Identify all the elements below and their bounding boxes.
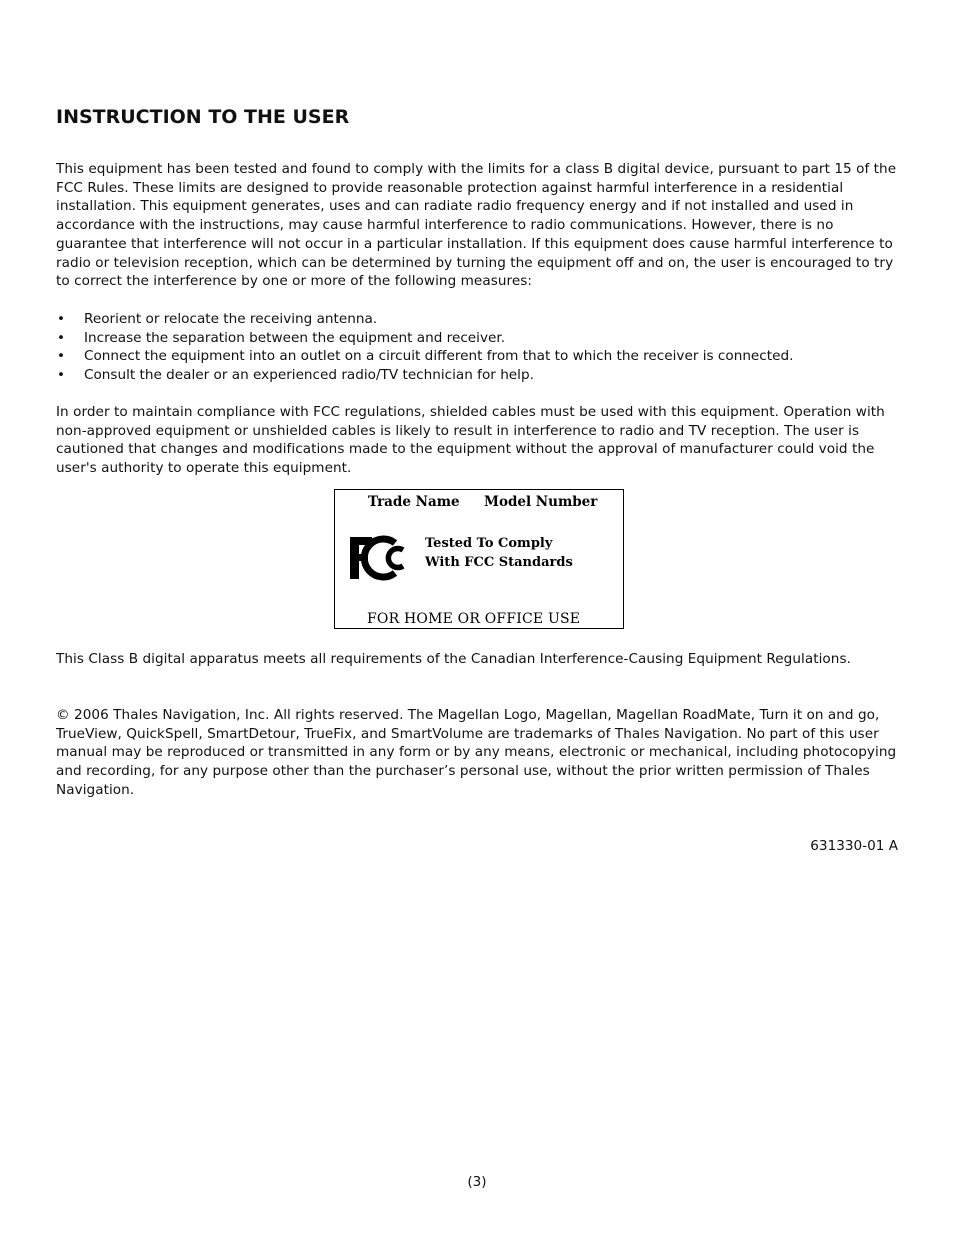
list-item [56,366,898,385]
fcc-compliance-label [334,489,624,629]
bullet-icon: • [57,311,66,327]
document-number: 631330-01 A [810,838,898,854]
fcc-logo-icon [349,535,413,581]
canadian-regulations-paragraph: This Class B digital apparatus meets all requirements of the Canadian Interference-Causing Equipment Regulations. [56,651,851,667]
measure-text: Increase the separation between the equipment and receiver. [84,329,506,346]
list-item [56,310,898,329]
measure-text: Reorient or relocate the receiving antenna. [84,311,378,327]
fcc-compliance-paragraph: This equipment has been tested and found to comply with the limits for a class B digital device, pursuant to part 15 of the FCC Rules. These limits are designed to provide reasonable protection against harmful interference in a residential installation. This equipment generates, uses and can radiate radio frequency energy and if not installed and used in accordance with the instructions, may cause harmful interference to radio communications. However, there is no guarantee that interference will not occur in a particular installation. If this equipment does cause harmful interference to radio or television reception, which can be determined by turning the equipment off and on, the user is encouraged to try to correct the interference by one or more of the following measures: [56,161,897,290]
home-office-use-label: FOR HOME OR OFFICE USE [367,611,581,627]
interference-measures-list [56,310,898,385]
shielded-cables-paragraph: In order to maintain compliance with FCC regulations, shielded cables must be used with this equipment. Operation with non-approved equipment or unshielded cables is likely to result in interference to radio and TV reception. The user is cautioned that changes and modifications made to the equipment without the approval of manufacturer could void the user's authority to operate this equipment. [56,404,885,477]
bullet-icon: • [57,348,66,365]
bullet-icon: • [57,329,66,346]
fcc-tested-statement [425,534,573,572]
trade-name-label: Trade Name [368,494,460,510]
tested-line: Tested To Comply [425,536,553,551]
list-item [56,329,898,348]
bullet-icon: • [57,367,66,384]
page-number: (3) [467,1174,487,1190]
copyright-paragraph: © 2006 Thales Navigation, Inc. All rights reserved. The Magellan Logo, Magellan, Magellan RoadMate, Turn it on and go, TrueView, QuickSpell, SmartDetour, TrueFix, and SmartVolume are trademarks of Thales Navigation. No part of this user manual may be reproduced or transmitted in any form or by any means, electronic or mechanical, including photocopying and recording, for any purpose other than the purchaser’s personal use, without the prior written permission of Thales Navigation. [56,707,897,798]
page-title: INSTRUCTION TO THE USER [56,106,350,128]
list-item [56,347,898,366]
standards-line: With FCC Standards [425,555,573,570]
measure-text: Consult the dealer or an experienced radio/TV technician for help. [84,367,534,384]
model-number-label: Model Number [484,494,598,510]
measure-text: Connect the equipment into an outlet on a circuit different from that to which the receiver is connected. [84,348,794,365]
